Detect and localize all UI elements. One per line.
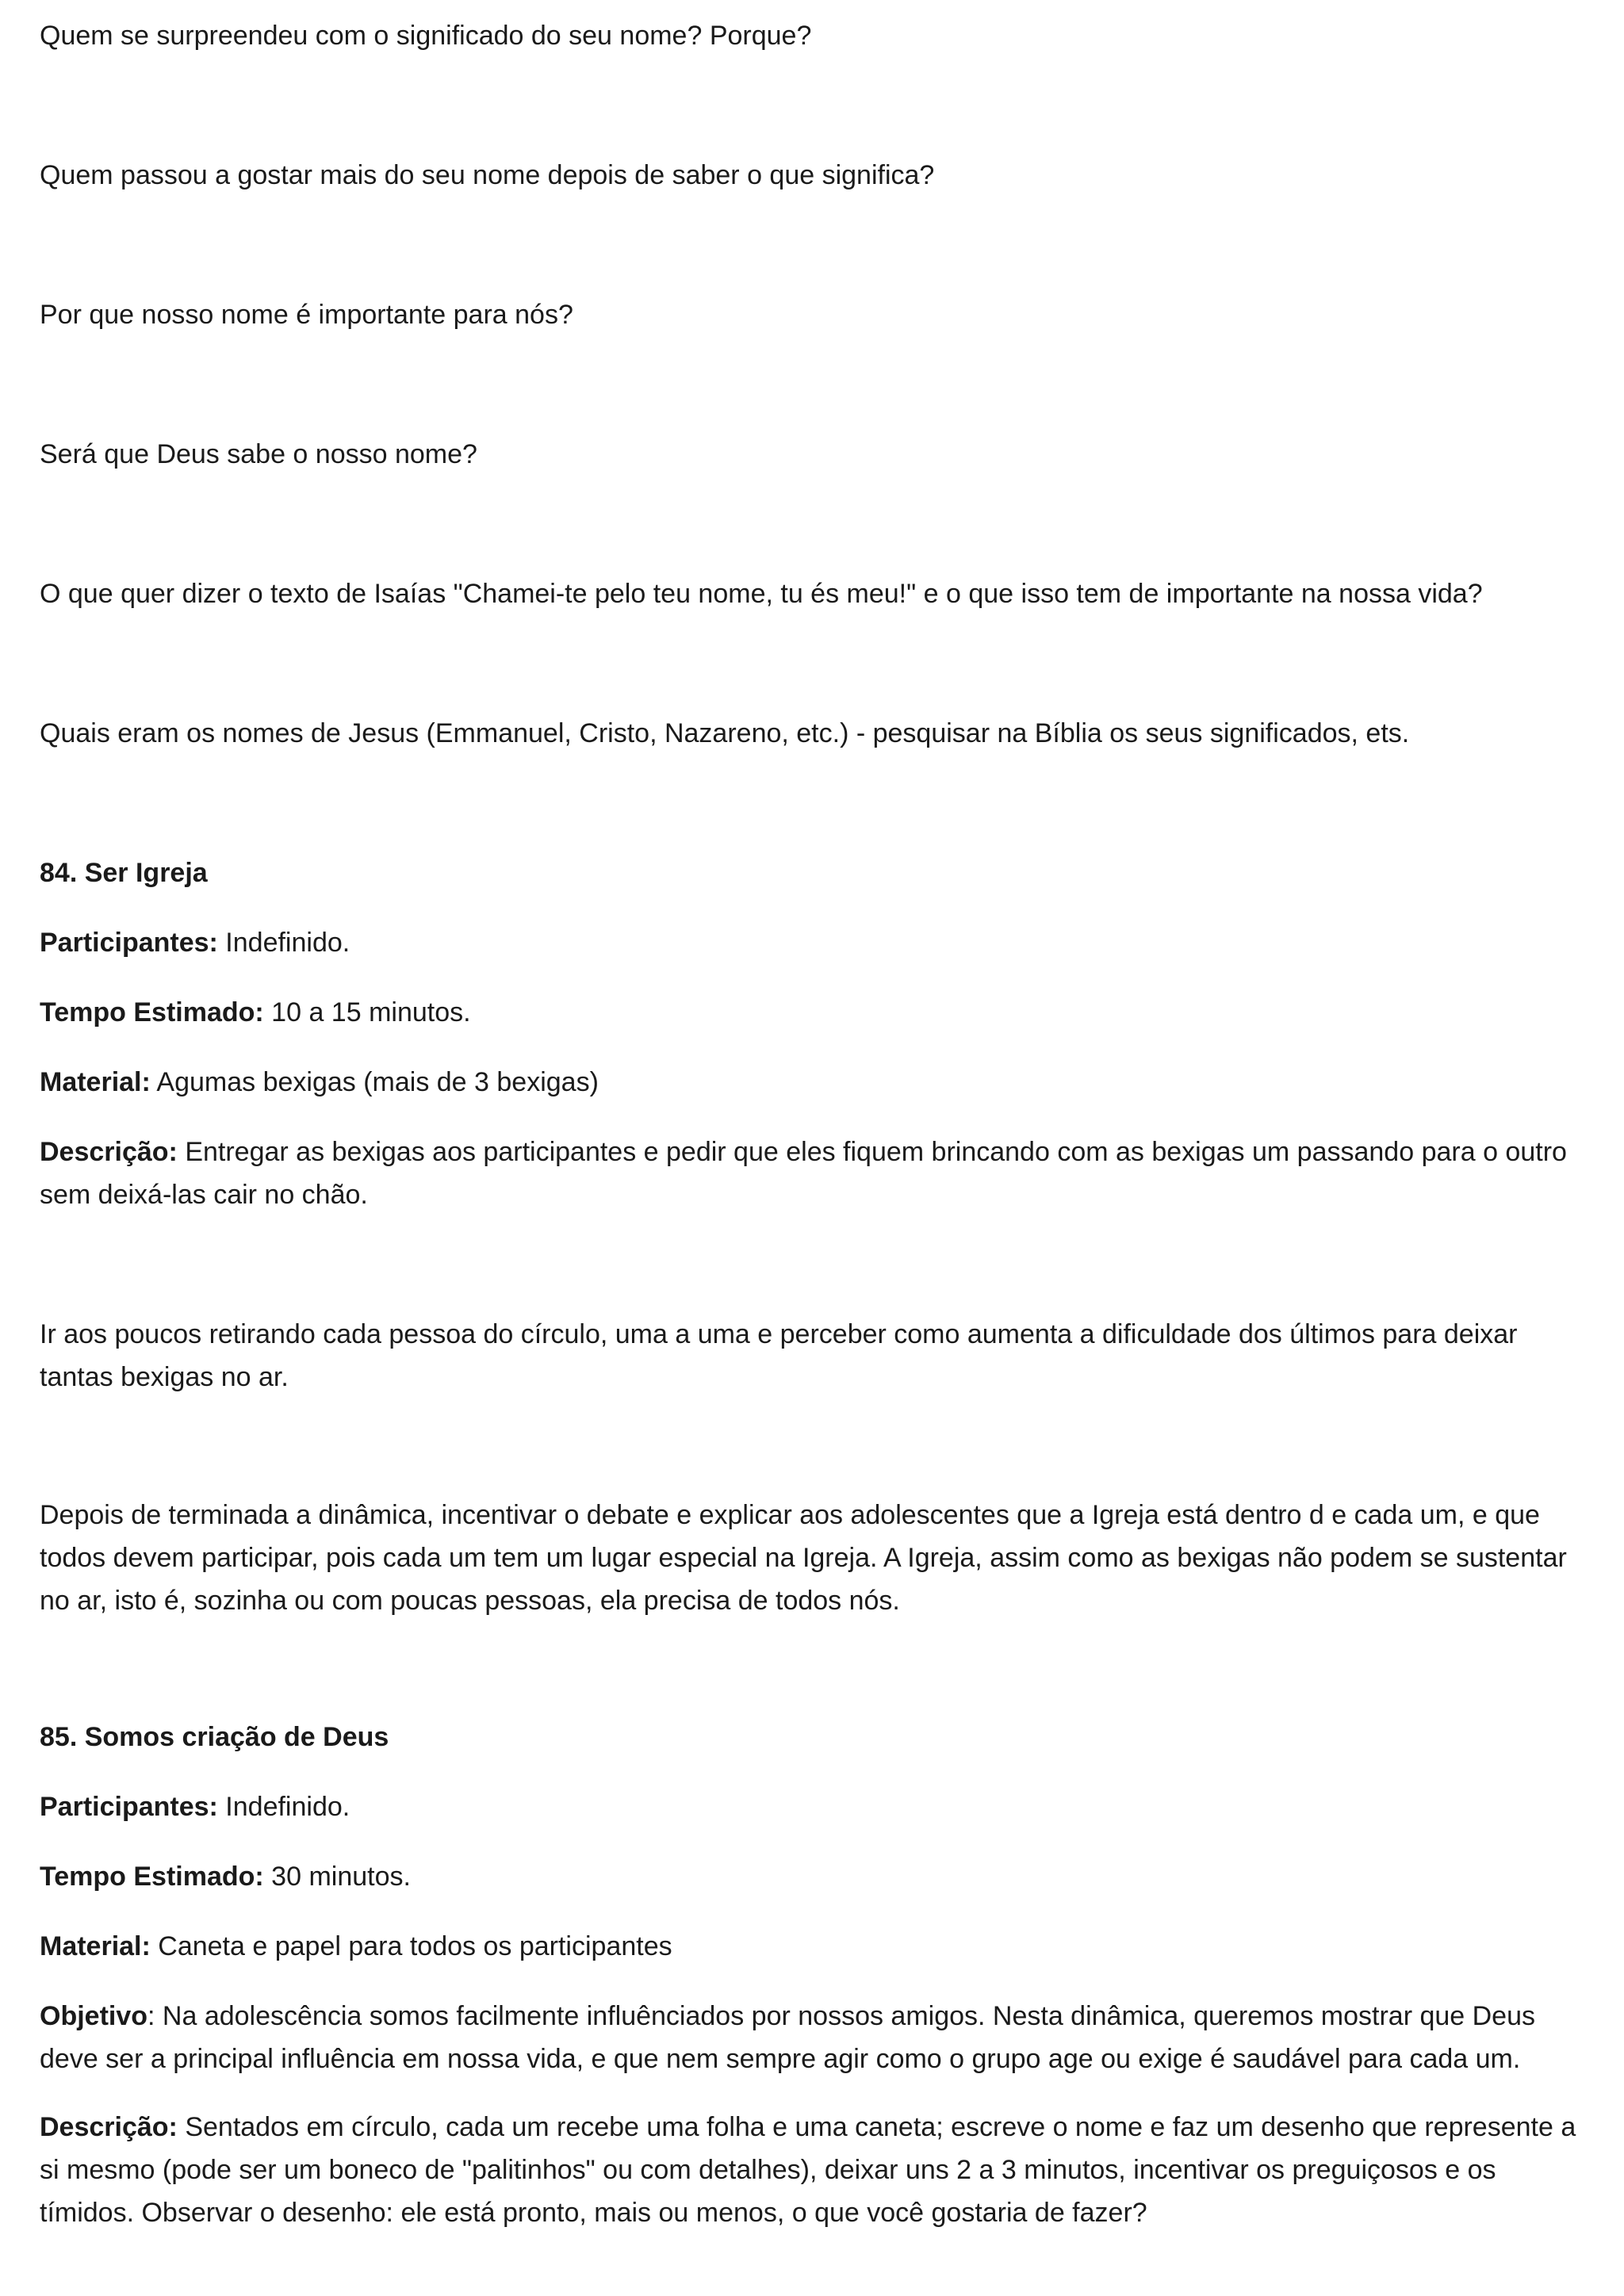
participantes-value: Indefinido. [217,928,350,958]
descricao-text-2: si mesmo (pode ser um boneco de "palitinhos" ou com detalhes), deixar uns 2 a 3 minutos, incentivar os preguiçosos e os [40,2155,1496,2185]
descricao-text-2: sem deixá-las cair no chão. [40,1180,368,1210]
paragraph-line: tantas bexigas no ar. [40,1362,289,1392]
paragraph-line: Ir aos poucos retirando cada pessoa do círculo, uma a uma e perceber como aumenta a dificuldade dos últimos para deixar [40,1319,1518,1349]
descricao-text-1: Sentados em círculo, cada um recebe uma folha e uma caneta; escreve o nome e faz um desenho que represente a [177,2112,1576,2142]
objetivo-text-1: : Na adolescência somos facilmente influênciados por nossos amigos. Nesta dinâmica, queremos mostrar que Deus [147,2001,1536,2031]
question-3: Por que nosso nome é importante para nós? [40,300,573,330]
objetivo-label: Objetivo [40,2001,148,2031]
section-84-paragraph-3 [40,1494,1594,1622]
objetivo-text-2: deve ser a principal influência em nossa vida, e que nem sempre agir como o grupo age ou exige é saudável para cada um. [40,2044,1521,2074]
question-6: Quais eram os nomes de Jesus (Emmanuel, Cristo, Nazareno, etc.) - pesquisar na Bíblia os seus significados, ets. [40,718,1410,748]
section-85-descricao [40,2106,1594,2234]
material-value: Agumas bexigas (mais de 3 bexigas) [150,1067,599,1097]
section-84-paragraph-2 [40,1313,1594,1399]
question-4: Será que Deus sabe o nosso nome? [40,439,477,469]
tempo-label: Tempo Estimado: [40,1862,264,1892]
paragraph-line: Depois de terminada a dinâmica, incentivar o debate e explicar aos adolescentes que a Igreja está dentro d e cada um, e que [40,1500,1540,1530]
question-5: O que quer dizer o texto de Isaías "Chamei-te pelo teu nome, tu és meu!" e o que isso tem de importante na nossa vida? [40,579,1483,609]
section-84-material [40,1061,1594,1104]
descricao-text-1: Entregar as bexigas aos participantes e pedir que eles fiquem brincando com as bexigas um passando para o outro [177,1137,1567,1167]
section-85-participantes [40,1785,1594,1828]
section-85-objetivo [40,1995,1594,2080]
section-85-material [40,1925,1594,1968]
section-85-title: 85. Somos criação de Deus [40,1722,389,1752]
section-85-tempo [40,1855,1594,1898]
descricao-label: Descrição: [40,2112,178,2142]
section-84-descricao [40,1131,1594,1216]
section-84-participantes [40,921,1594,964]
tempo-value: 30 minutos. [263,1862,411,1892]
question-1: Quem se surpreendeu com o significado do seu nome? Porque? [40,21,812,51]
section-84-title: 84. Ser Igreja [40,858,208,888]
section-84-tempo [40,991,1594,1034]
paragraph-line: no ar, isto é, sozinha ou com poucas pessoas, ela precisa de todos nós. [40,1586,900,1616]
participantes-value: Indefinido. [217,1792,350,1822]
material-label: Material: [40,1931,151,1961]
descricao-label: Descrição: [40,1137,178,1167]
participantes-label: Participantes: [40,1792,218,1822]
tempo-value: 10 a 15 minutos. [263,997,471,1027]
participantes-label: Participantes: [40,928,218,958]
descricao-text-3: tímidos. Observar o desenho: ele está pronto, mais ou menos, o que você gostaria de fazer? [40,2198,1147,2228]
material-label: Material: [40,1067,151,1097]
material-value: Caneta e papel para todos os participantes [150,1931,672,1961]
paragraph-line: todos devem participar, pois cada um tem um lugar especial na Igreja. A Igreja, assim como as bexigas não podem se sustentar [40,1543,1567,1573]
tempo-label: Tempo Estimado: [40,997,264,1027]
question-2: Quem passou a gostar mais do seu nome depois de saber o que significa? [40,160,935,190]
